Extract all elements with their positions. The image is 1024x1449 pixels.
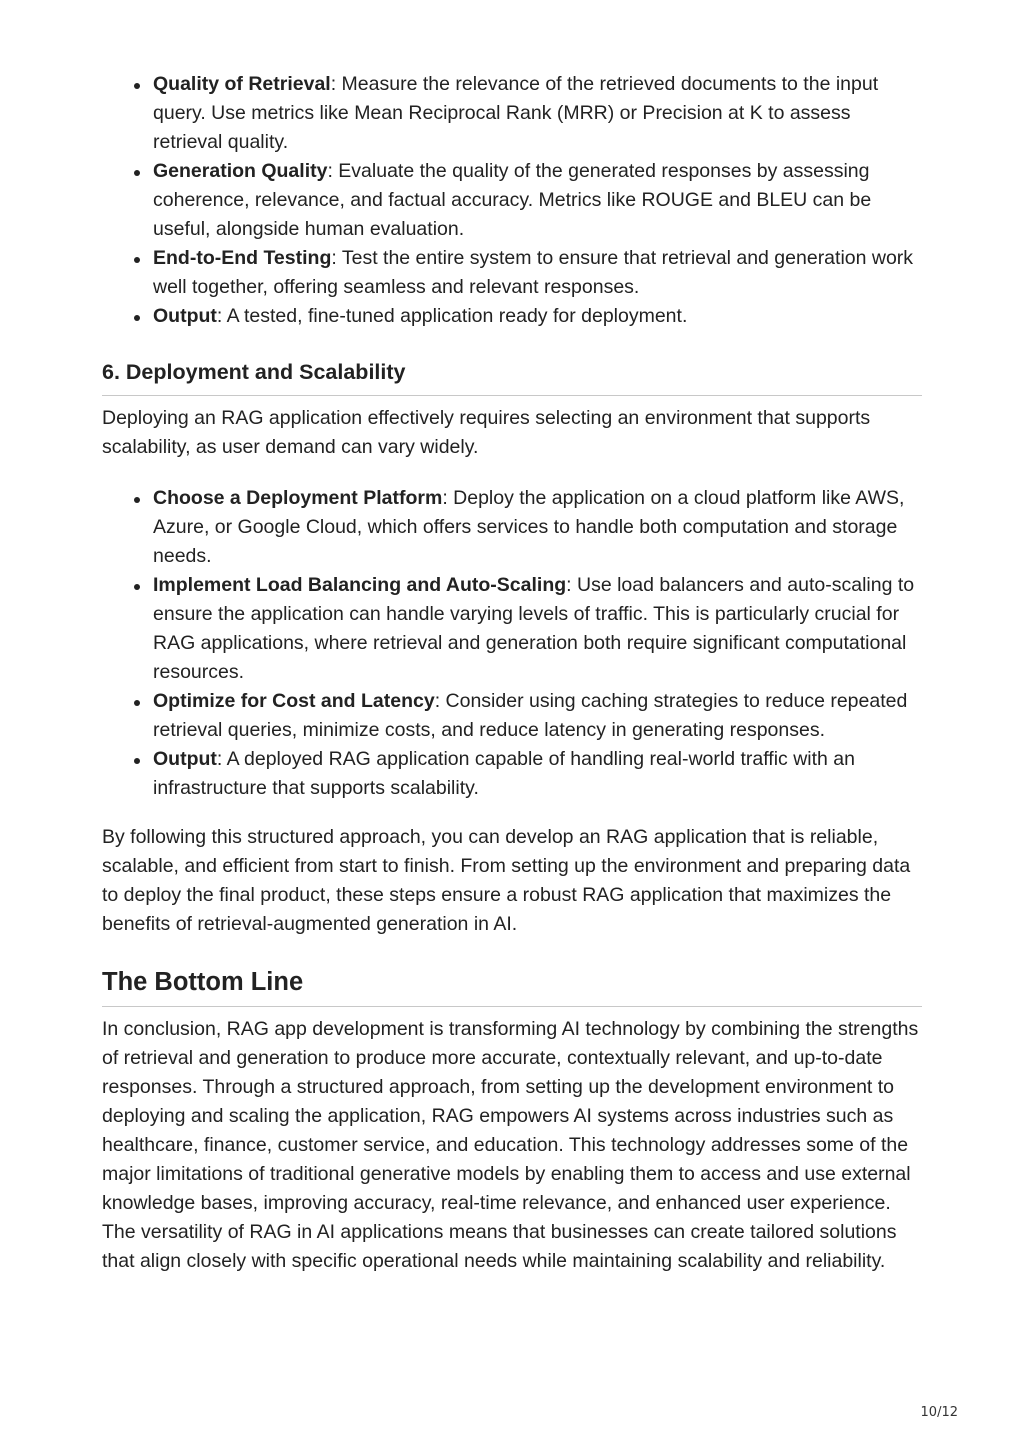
list-item <box>153 745 922 803</box>
bullet-text: : Deploy the application on a cloud platform like AWS, Azure, or Google Cloud, which offers services to handle both computation and storage needs. <box>153 487 905 567</box>
bullet-text: : Test the entire system to ensure that retrieval and generation work well together, offering seamless and relevant responses. <box>153 247 914 298</box>
page-number: 10/12 <box>920 1405 958 1420</box>
bullet-text: : Evaluate the quality of the generated responses by assessing coherence, relevance, and factual accuracy. Metrics like ROUGE and BLEU can be useful, alongside human evaluation. <box>153 160 872 240</box>
document-page <box>102 70 922 1276</box>
bullet-term: Optimize for Cost and Latency <box>153 690 435 712</box>
conclusion-paragraph: In conclusion, RAG app development is transforming AI technology by combining the strengths of retrieval and generation to produce more accurate, contextually relevant, and up-to-date responses. Through a structured approach, from setting up the development environment to deploying and scaling the application, RAG empowers AI systems across industries such as healthcare, finance, customer service, and education. This technology addresses some of the major limitations of traditional generative models by enabling them to access and use external knowledge bases, improving accuracy, real-time relevance, and enhanced user experience. The versatility of RAG in AI applications means that businesses can create tailored solutions that align closely with specific operational needs while maintaining scalability and reliability. <box>102 1018 919 1272</box>
list-item <box>153 687 922 745</box>
bullet-term: Output <box>153 748 217 770</box>
closing-paragraph: By following this structured approach, you can develop an RAG application that is reliable, scalable, and efficient from start to finish. From setting up the environment and preparing data to deploy the final product, these steps ensure a robust RAG application that maximizes the benefits of retrieval-augmented generation in AI. <box>102 826 911 935</box>
section-heading-deployment: 6. Deployment and Scalability <box>102 357 922 396</box>
bullet-text: : Measure the relevance of the retrieved documents to the input query. Use metrics like Mean Reciprocal Rank (MRR) or Precision at K to assess retrieval quality. <box>153 73 879 153</box>
bullet-term: Choose a Deployment Platform <box>153 487 443 509</box>
testing-bullet-list <box>102 70 922 331</box>
list-item <box>153 70 922 157</box>
bullet-term: Output <box>153 305 217 327</box>
section-heading-bottom-line: The Bottom Line <box>102 965 922 1007</box>
list-item <box>153 484 922 571</box>
section-intro-paragraph: Deploying an RAG application effectively requires selecting an environment that supports scalability, as user demand can vary widely. <box>102 407 871 458</box>
bullet-term: End-to-End Testing <box>153 247 332 269</box>
bullet-text: : A deployed RAG application capable of handling real-world traffic with an infrastructure that supports scalability. <box>153 748 856 799</box>
bullet-term: Implement Load Balancing and Auto-Scaling <box>153 574 567 596</box>
list-item <box>153 302 922 331</box>
bullet-term: Generation Quality <box>153 160 328 182</box>
bullet-text: : A tested, fine-tuned application ready for deployment. <box>216 305 688 327</box>
list-item <box>153 244 922 302</box>
deployment-bullet-list <box>102 484 922 803</box>
bullet-text: : Consider using caching strategies to reduce repeated retrieval queries, minimize costs, and reduce latency in generating responses. <box>153 690 908 741</box>
list-item <box>153 157 922 244</box>
bullet-text: : Use load balancers and auto-scaling to ensure the application can handle varying levels of traffic. This is particularly crucial for RAG applications, where retrieval and generation both require significant computational resources. <box>153 574 915 683</box>
bullet-term: Quality of Retrieval <box>153 73 331 95</box>
list-item <box>153 571 922 687</box>
